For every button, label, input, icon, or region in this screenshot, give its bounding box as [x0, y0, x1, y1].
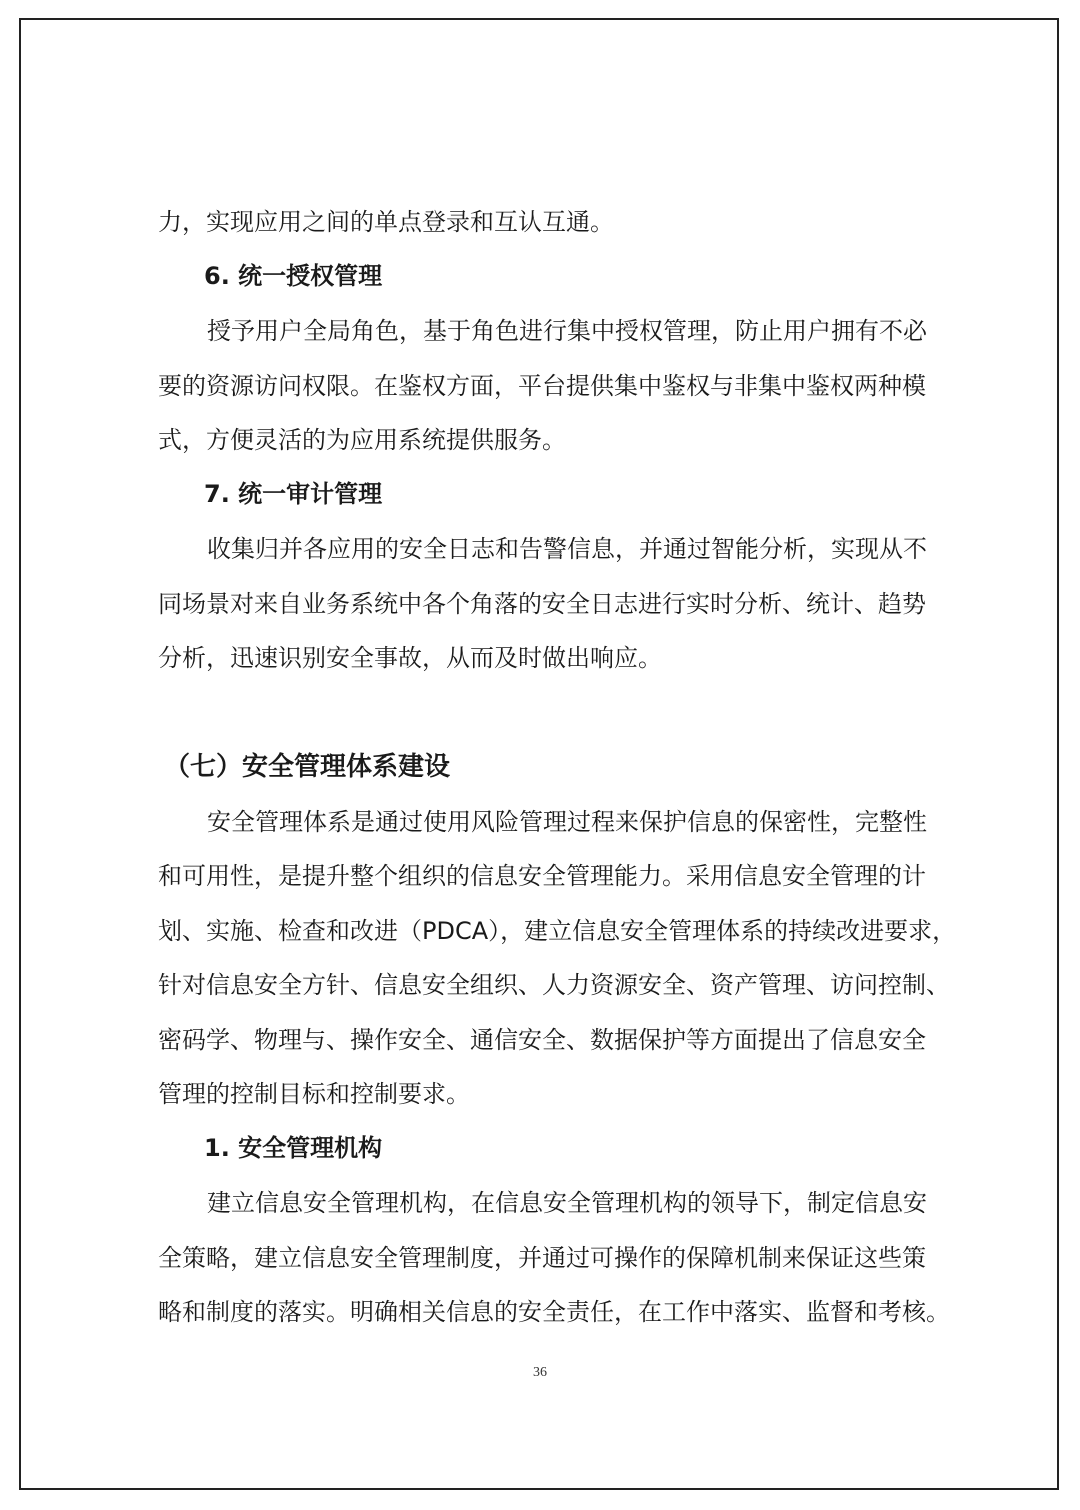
paragraph-line: 式，方便灵活的为应用系统提供服务。	[158, 426, 566, 454]
subheading-7: 7. 统一审计管理	[204, 480, 383, 508]
paragraph-line: 要的资源访问权限。在鉴权方面，平台提供集中鉴权与非集中鉴权两种模	[158, 372, 926, 400]
paragraph-line: 授予用户全局角色，基于角色进行集中授权管理，防止用户拥有不必	[207, 317, 927, 345]
paragraph-line: 管理的控制目标和控制要求。	[158, 1080, 470, 1108]
paragraph-line: 力，实现应用之间的单点登录和互认互通。	[158, 208, 614, 236]
paragraph-line: 全策略，建立信息安全管理制度，并通过可操作的保障机制来保证这些策	[158, 1244, 926, 1272]
paragraph-line: 安全管理体系是通过使用风险管理过程来保护信息的保密性，完整性	[207, 808, 927, 836]
paragraph-line: 略和制度的落实。明确相关信息的安全责任，在工作中落实、监督和考核。	[158, 1298, 950, 1326]
paragraph-line: 密码学、物理与、操作安全、通信安全、数据保护等方面提出了信息安全	[158, 1026, 926, 1054]
paragraph-line: 收集归并各应用的安全日志和告警信息，并通过智能分析，实现从不	[207, 535, 927, 563]
paragraph-line: 针对信息安全方针、信息安全组织、人力资源安全、资产管理、访问控制、	[158, 971, 950, 999]
paragraph-line: 和可用性，是提升整个组织的信息安全管理能力。采用信息安全管理的计	[158, 862, 926, 890]
paragraph-line: 建立信息安全管理机构，在信息安全管理机构的领导下，制定信息安	[207, 1189, 927, 1217]
subheading-6: 6. 统一授权管理	[204, 262, 383, 290]
paragraph-line: 划、实施、检查和改进（PDCA），建立信息安全管理体系的持续改进要求，	[158, 917, 957, 945]
subheading-1: 1. 安全管理机构	[204, 1134, 383, 1162]
section-heading: （七）安全管理体系建设	[164, 752, 451, 782]
page-number: 36	[533, 1365, 547, 1380]
paragraph-line: 同场景对来自业务系统中各个角落的安全日志进行实时分析、统计、趋势	[158, 590, 926, 618]
paragraph-line: 分析，迅速识别安全事故，从而及时做出响应。	[158, 644, 662, 672]
